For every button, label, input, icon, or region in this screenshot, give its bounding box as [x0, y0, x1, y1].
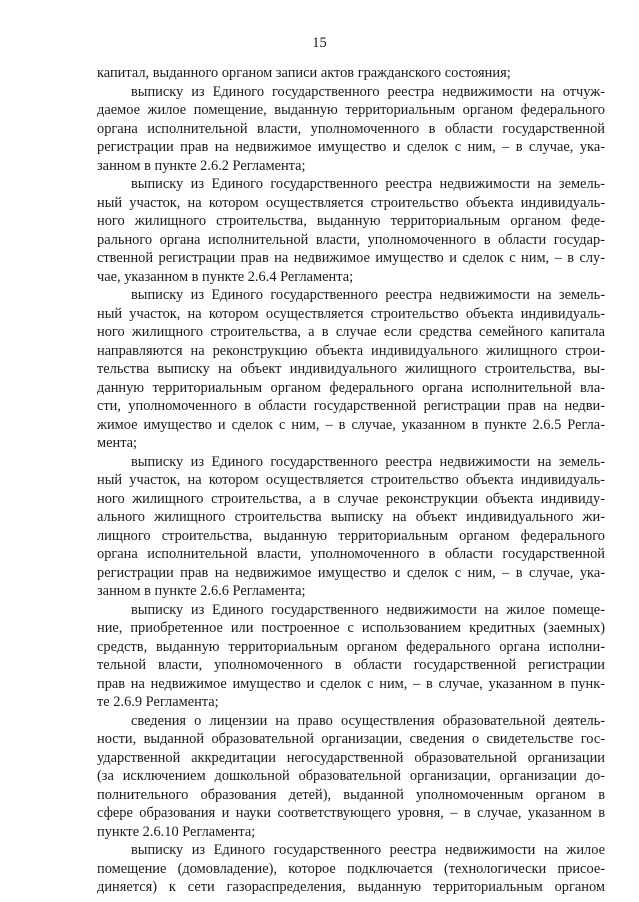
text-line: органа исполнительной власти, уполномоченного в области государственной: [97, 546, 605, 562]
text-line: помещение (домовладение), которое подключается (технологически присое-: [97, 860, 605, 877]
text-line: выписку из Единого государственного реестра недвижимости на земель-: [131, 176, 605, 192]
text-line: ние, приобретенное или построенное с использованием кредитных (заемных): [97, 620, 605, 636]
text-line: занном в пункте 2.6.2 Регламента;: [97, 157, 306, 174]
text-line: ный участок, на котором осуществляется строительство объекта индивидуаль-: [97, 194, 605, 211]
text-line: ственной регистрации прав на недвижимое имущество и сделок с ним, – в слу-: [97, 250, 605, 266]
text-line: ного жилищного строительства, а в случае если средства семейного капитала: [97, 324, 605, 340]
page-number: 15: [312, 35, 327, 51]
text-line: рального органа исполнительной власти, уполномоченного в области государ-: [97, 231, 605, 248]
text-line: полнительного образования детей), выданной уполномоченным органом в: [97, 786, 605, 803]
text-line: те 2.6.9 Регламента;: [97, 694, 219, 710]
text-line: ный участок, на котором осуществляется строительство объекта индивидуаль-: [97, 305, 605, 322]
document-body: [97, 64, 605, 897]
text-line: (за исключением дошкольной образовательной организации, организации до-: [97, 768, 605, 784]
text-line: средств, выданную территориальным органом федерального органа исполни-: [97, 638, 605, 655]
text-line: тельства выписку на объект индивидуального жилищного строительства, вы-: [97, 361, 605, 377]
text-line: прав на недвижимое имущество и сделок с ним, – в случае, указанном в пунк-: [97, 675, 605, 692]
text-line: выписку из Единого государственного недвижимости на жилое помеще-: [131, 601, 605, 618]
text-line: сти, уполномоченного в области государственной регистрации прав на недви-: [97, 398, 605, 414]
text-line: ального жилищного строительства выписку на объект индивидуального жи-: [97, 509, 605, 525]
text-line: органа исполнительной власти, уполномоченного в области государственной: [97, 120, 605, 137]
text-line: мента;: [97, 435, 138, 451]
text-line: ударственной аккредитации негосударственной образовательной организации: [97, 749, 605, 766]
text-line: выписку из Единого государственного реестра недвижимости на земель-: [131, 287, 605, 303]
text-line: регистрации прав на недвижимое имущество и сделок с ним, – в случае, ука-: [97, 564, 605, 581]
text-line: ного жилищного строительства, а в случае реконструкции объекта индивиду-: [97, 490, 605, 507]
text-line: выписку из Единого государственного реестра недвижимости на земель-: [131, 453, 605, 470]
text-line: чае, указанном в пункте 2.6.4 Регламента;: [97, 268, 354, 285]
text-line: сведения о лицензии на право осуществления образовательной деятель-: [131, 712, 605, 729]
text-line: направляются на реконструкцию объекта индивидуального жилищного строи-: [97, 342, 605, 359]
text-line: регистрации прав на недвижимое имущество и сделок с ним, – в случае, ука-: [97, 139, 605, 155]
text-line: капитал, выданного органом записи актов гражданского состояния;: [97, 65, 511, 81]
text-line: даемое жилое помещение, выданную территориальным органом федерального: [97, 102, 605, 118]
text-line: занном в пункте 2.6.6 Регламента;: [97, 583, 306, 599]
text-line: сфере образования и науки соответствующего уровня, – в случае, указанном в: [97, 805, 605, 821]
text-line: выписку из Единого государственного реестра недвижимости на отчуж-: [131, 83, 605, 100]
text-line: данную территориальным органом федерального органа исполнительной вла-: [97, 379, 605, 396]
text-line: лищного строительства, выданную территориальным органом федерального: [97, 527, 605, 544]
text-line: ного жилищного строительства, выданную территориальным органом феде-: [97, 213, 605, 229]
text-line: пункте 2.6.10 Регламента;: [97, 823, 256, 840]
text-line: выписку из Единого государственного реестра недвижимости на жилое: [131, 842, 605, 858]
text-line: диняется) к сети газораспределения, выданную территориальным органом: [97, 879, 605, 895]
text-line: жимое имущество и сделок с ним, – в случае, указанном в пункте 2.6.5 Регла-: [97, 416, 605, 433]
text-line: тельной власти, уполномоченного в области государственной регистрации: [97, 657, 605, 673]
text-line: ности, выданной образовательной организации, сведения о свидетельстве гос-: [97, 731, 605, 747]
text-line: ный участок, на котором осуществляется строительство объекта индивидуаль-: [97, 472, 605, 488]
